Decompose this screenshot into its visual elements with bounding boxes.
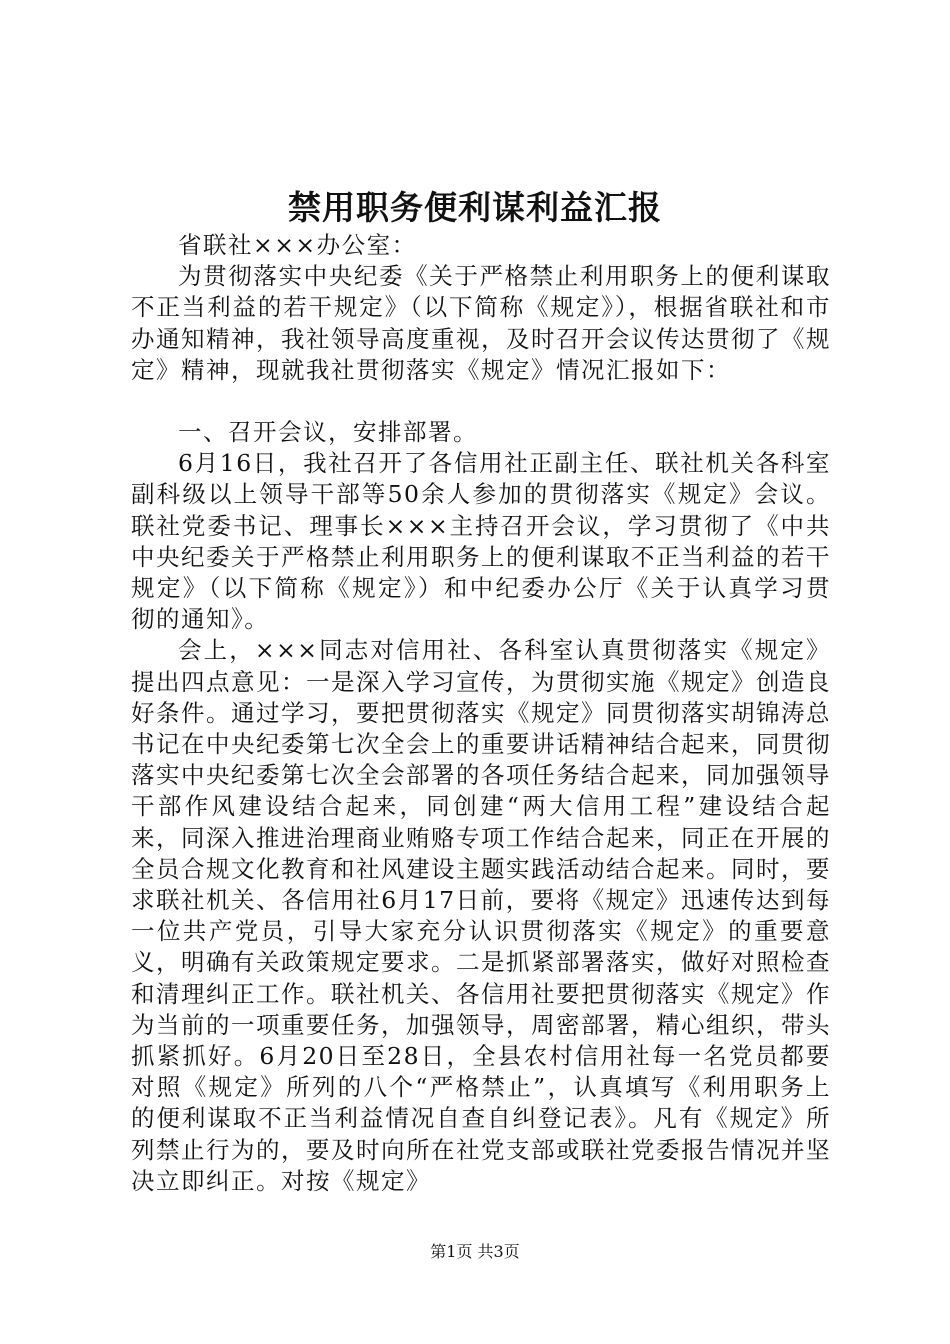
meeting-paragraph: 6月16日，我社召开了各信用社正副主任、联社机关各科室副科级以上领导干部等50余人参加的贯彻落实《规定》会议。联社党委书记、理事长×××主持召开会议，学习贯彻了《中共中央纪委关于严格禁止利用职务上的便利谋取不正当利益的若干规定》（以下简称《规定》）和中纪委办公厅《关于认真学习贯彻的通知》。: [131, 449, 831, 634]
intro-paragraph: 为贯彻落实中央纪委《关于严格禁止利用职务上的便利谋取不正当利益的若干规定》（以下简称《规定》），根据省联社和市办通知精神，我社领导高度重视，及时召开会议传达贯彻了《规定》精神，现就我社贯彻落实《规定》情况汇报如下：: [131, 262, 831, 384]
section-heading: 一、召开会议，安排部署。: [178, 418, 478, 447]
salutation: 省联社×××办公室：: [178, 231, 417, 259]
document-body: [131, 230, 831, 1197]
page-footer: 第1页 共3页: [430, 1242, 520, 1261]
document-title: 禁用职务便利谋利益汇报: [288, 188, 662, 227]
opinions-paragraph: 会上，×××同志对信用社、各科室认真贯彻落实《规定》提出四点意见：一是深入学习宣传，为贯彻实施《规定》创造良好条件。通过学习，要把贯彻落实《规定》同贯彻落实胡锦涛总书记在中央纪委第七次全会上的重要讲话精神结合起来，同贯彻落实中央纪委第七次全会部署的各项任务结合起来，同加强领导干部作风建设结合起来，同创建“两大信用工程”建设结合起来，同深入推进治理商业贿赂专项工作结合起来，同正在开展的全员合规文化教育和社风建设主题实践活动结合起来。同时，要求联社机关、各信用社6月17日前，要将《规定》迅速传达到每一位共产党员，引导大家充分认识贯彻落实《规定》的重要意义，明确有关政策规定要求。二是抓紧部署落实，做好对照检查和清理纠正工作。联社机关、各信用社要把贯彻落实《规定》作为当前的一项重要任务，加强领导，周密部署，精心组织，带头抓紧抓好。6月20日至28日，全县农村信用社每一名党员都要对照《规定》所列的八个“严格禁止”，认真填写《利用职务上的便利谋取不正当利益情况自查自纠登记表》。凡有《规定》所列禁止行为的，要及时向所在社党支部或联社党委报告情况并坚决立即纠正。对按《规定》: [131, 636, 831, 1195]
